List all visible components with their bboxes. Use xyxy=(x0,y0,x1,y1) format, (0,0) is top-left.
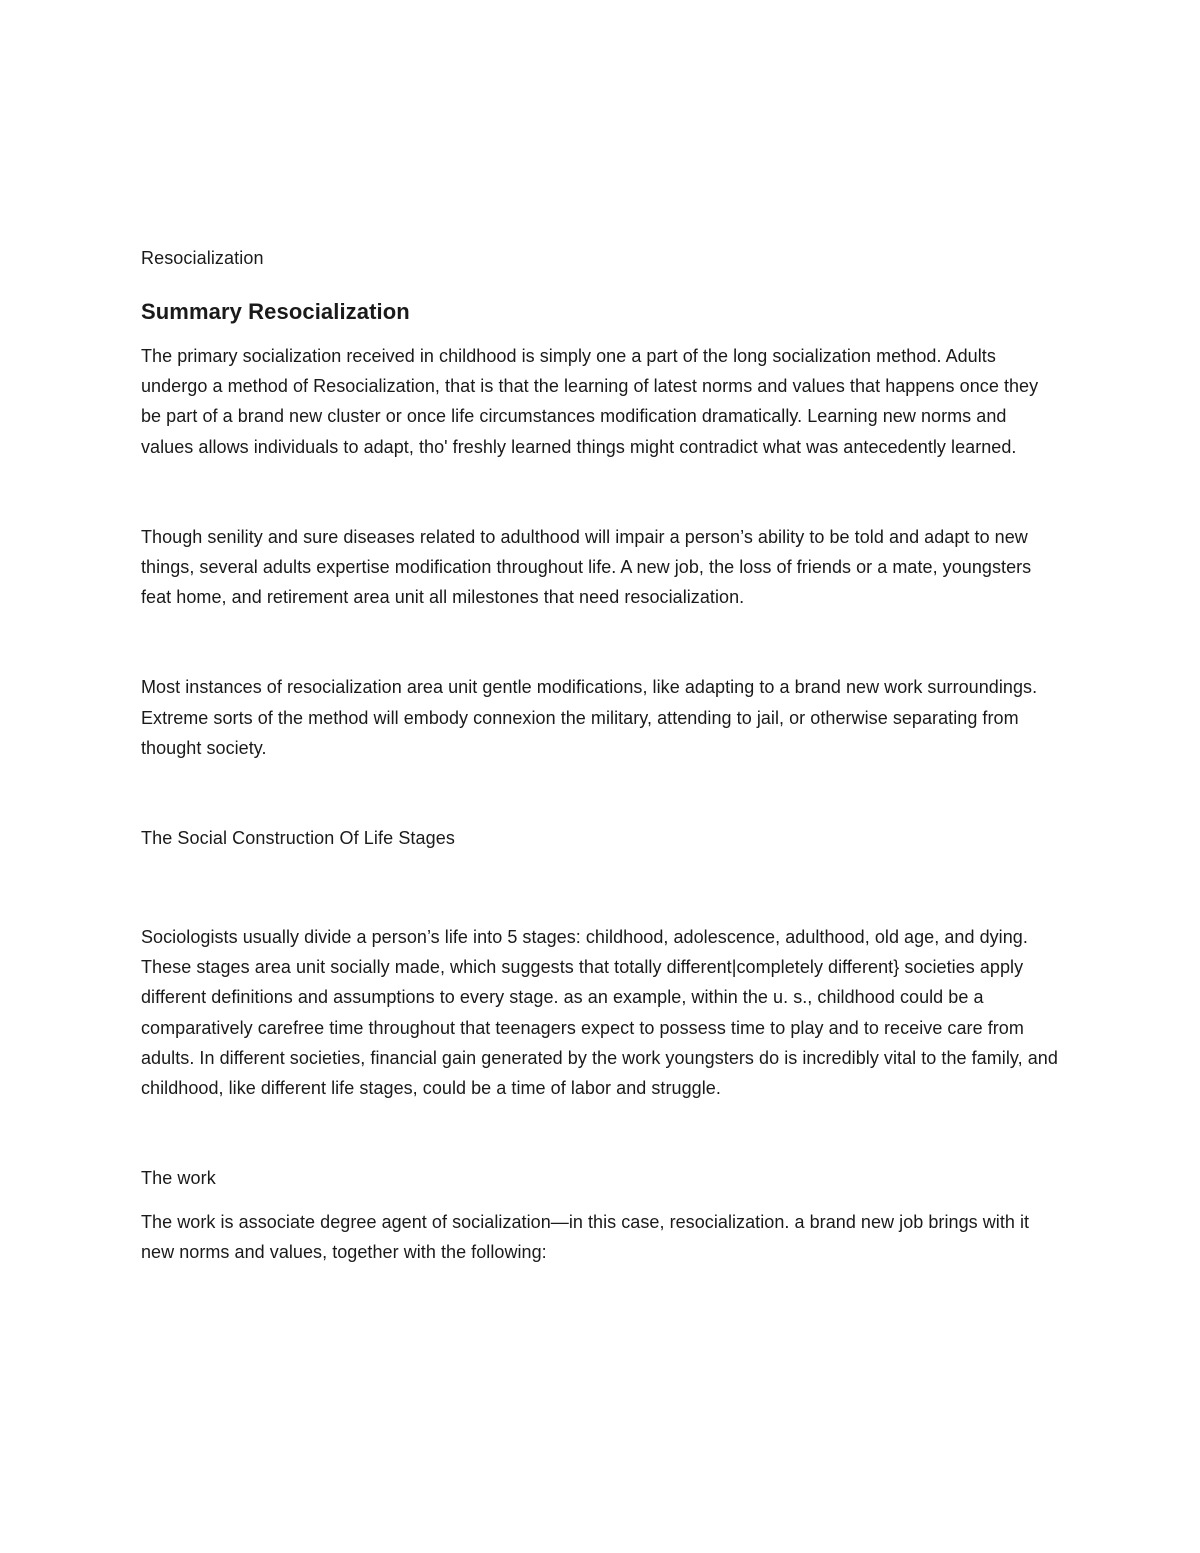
paragraph-primary-socialization: The primary socialization received in childhood is simply one a part of the long socialization method. Adults undergo a method of Resocialization, that is that the learning of latest norms and values that happens once they be part of a brand new cluster or once life circumstances modification dramatically. Learning new norms and values allows individuals to adapt, tho' freshly learned things might contradict what was antecedently learned. xyxy=(141,346,1039,457)
paragraph-life-stages: Sociologists usually divide a person’s life into 5 stages: childhood, adolescence, adulthood, old age, and dying. These stages area unit socially made, which suggests that totally different|completely different} societies apply different definitions and assumptions to every stage. as an example, within the u. s., childhood could be a comparatively carefree time throughout that teenagers expect to possess time to play and to receive care from adults. In different societies, financial gain generated by the work youngsters do is incredibly vital to the family, and childhood, like different life stages, could be a time of labor and struggle. xyxy=(141,927,1058,1099)
paragraph-resocialization-instances: Most instances of resocialization area unit gentle modifications, like adapting to a brand new work surroundings. Extreme sorts of the method will embody connexion the military, attending to jail, or otherwise separating from thought society. xyxy=(141,677,1038,758)
paragraph-adult-change: Though senility and sure diseases related to adulthood will impair a person’s ability to be told and adapt to new things, several adults expertise modification throughout life. A new job, the loss of friends or a mate, youngsters feat home, and retirement area unit all milestones that need resocialization. xyxy=(141,526,1032,608)
paragraph-the-work: The work is associate degree agent of socialization—in this case, resocialization. a brand new job brings with it new norms and values, together with the following: xyxy=(141,1212,1030,1263)
document-title: Summary Resocialization xyxy=(141,299,410,324)
heading-life-stages: The Social Construction Of Life Stages xyxy=(141,828,455,849)
section-label: Resocialization xyxy=(141,248,264,268)
document-body xyxy=(141,243,1061,1268)
heading-the-work: The work xyxy=(141,1168,216,1189)
